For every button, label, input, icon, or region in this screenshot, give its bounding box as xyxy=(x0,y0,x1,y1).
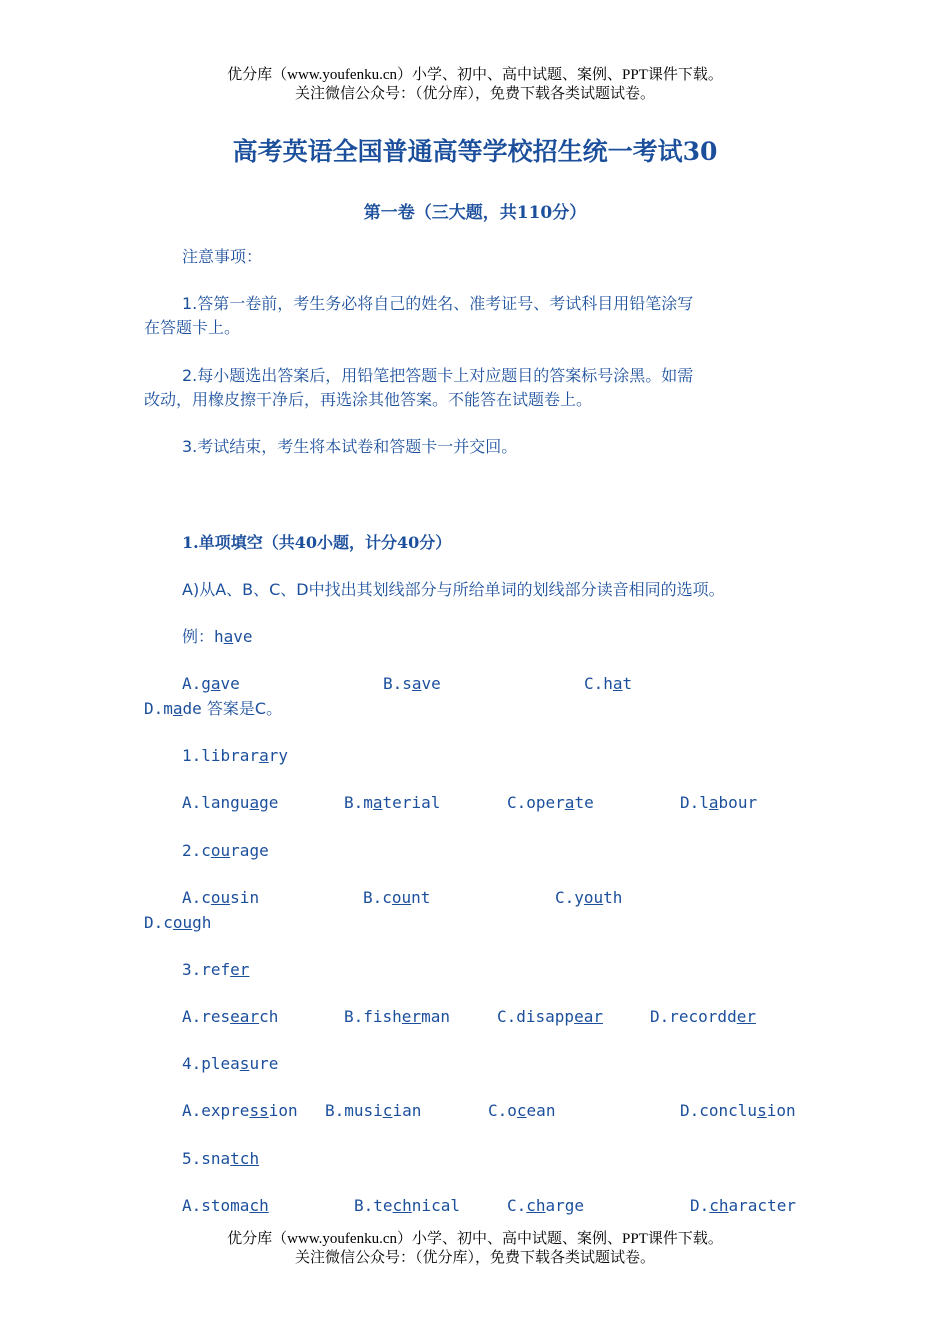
question-2-option-d: D.cough xyxy=(144,913,212,932)
question-3-option-d: D.recordder xyxy=(650,1007,756,1026)
question-4-option-d: D.conclusion xyxy=(680,1101,796,1120)
question-2-option-a: A.cousin xyxy=(182,888,260,907)
question-4-word: 4.pleasure xyxy=(182,1054,279,1073)
notice-item-1-line-1: 1.答第一卷前，考生务必将自己的姓名、准考证号、考试科目用铅笔涂写 xyxy=(182,294,694,313)
question-1-option-a: A.language xyxy=(182,793,279,812)
notice-item-3: 3.考试结束，考生将本试卷和答题卡一并交回。 xyxy=(182,437,518,456)
question-5-option-b: B.technical xyxy=(354,1196,460,1215)
example-option-b: B.save xyxy=(383,674,441,693)
question-1-option-d: D.labour xyxy=(680,793,758,812)
section-1-heading: 1.单项填空（共40小题，计分40分） xyxy=(182,533,452,552)
header-line-1: 优分库（www.youfenku.cn）小学、初中、高中试题、案例、PPT课件下载。 xyxy=(227,67,723,83)
footer-line-1: 优分库（www.youfenku.cn）小学、初中、高中试题、案例、PPT课件下载。 xyxy=(227,1231,723,1247)
question-1-option-b: B.material xyxy=(344,793,441,812)
example-option-d: D.made 答案是C。 xyxy=(144,699,283,718)
question-2-word: 2.courage xyxy=(182,841,269,860)
question-1-option-c: C.operate xyxy=(507,793,594,812)
question-2-option-b: B.count xyxy=(363,888,431,907)
example-option-c: C.hat xyxy=(584,674,633,693)
header-line-2: 关注微信公众号：（优分库），免费下载各类试题试卷。 xyxy=(294,86,655,102)
question-4-option-a: A.expression xyxy=(182,1101,298,1120)
question-3-option-c: C.disappear xyxy=(497,1007,603,1026)
footer-line-2: 关注微信公众号：（优分库），免费下载各类试题试卷。 xyxy=(294,1250,655,1266)
question-5-option-d: D.character xyxy=(690,1196,796,1215)
question-5-option-a: A.stomach xyxy=(182,1196,269,1215)
example-word: 例：have xyxy=(182,627,253,646)
question-3-option-b: B.fisherman xyxy=(344,1007,450,1026)
question-5-word: 5.snatch xyxy=(182,1149,260,1168)
page-title: 高考英语全国普通高等学校招生统一考试30 xyxy=(232,137,718,166)
question-2-option-c: C.youth xyxy=(555,888,623,907)
notice-heading: 注意事项： xyxy=(182,247,263,266)
notice-item-1-line-2: 在答题卡上。 xyxy=(144,318,241,337)
question-4-option-c: C.ocean xyxy=(488,1101,556,1120)
question-3-word: 3.refer xyxy=(182,960,250,979)
section-1-instruction: A)从A、B、C、D中找出其划线部分与所给单词的划线部分读音相同的选项。 xyxy=(182,580,725,599)
question-3-option-a: A.research xyxy=(182,1007,279,1026)
notice-item-2-line-2: 改动，用橡皮擦干净后，再选涂其他答案。不能答在试题卷上。 xyxy=(144,390,593,409)
notice-item-2-line-1: 2.每小题选出答案后，用铅笔把答题卡上对应题目的答案标号涂黑。如需 xyxy=(182,366,694,385)
question-5-option-c: C.charge xyxy=(507,1196,585,1215)
example-option-a: A.gave xyxy=(182,674,240,693)
page-subtitle: 第一卷（三大题，共110分） xyxy=(363,203,587,223)
question-1-word: 1.librarary xyxy=(182,746,288,765)
question-4-option-b: B.musician xyxy=(325,1101,422,1120)
